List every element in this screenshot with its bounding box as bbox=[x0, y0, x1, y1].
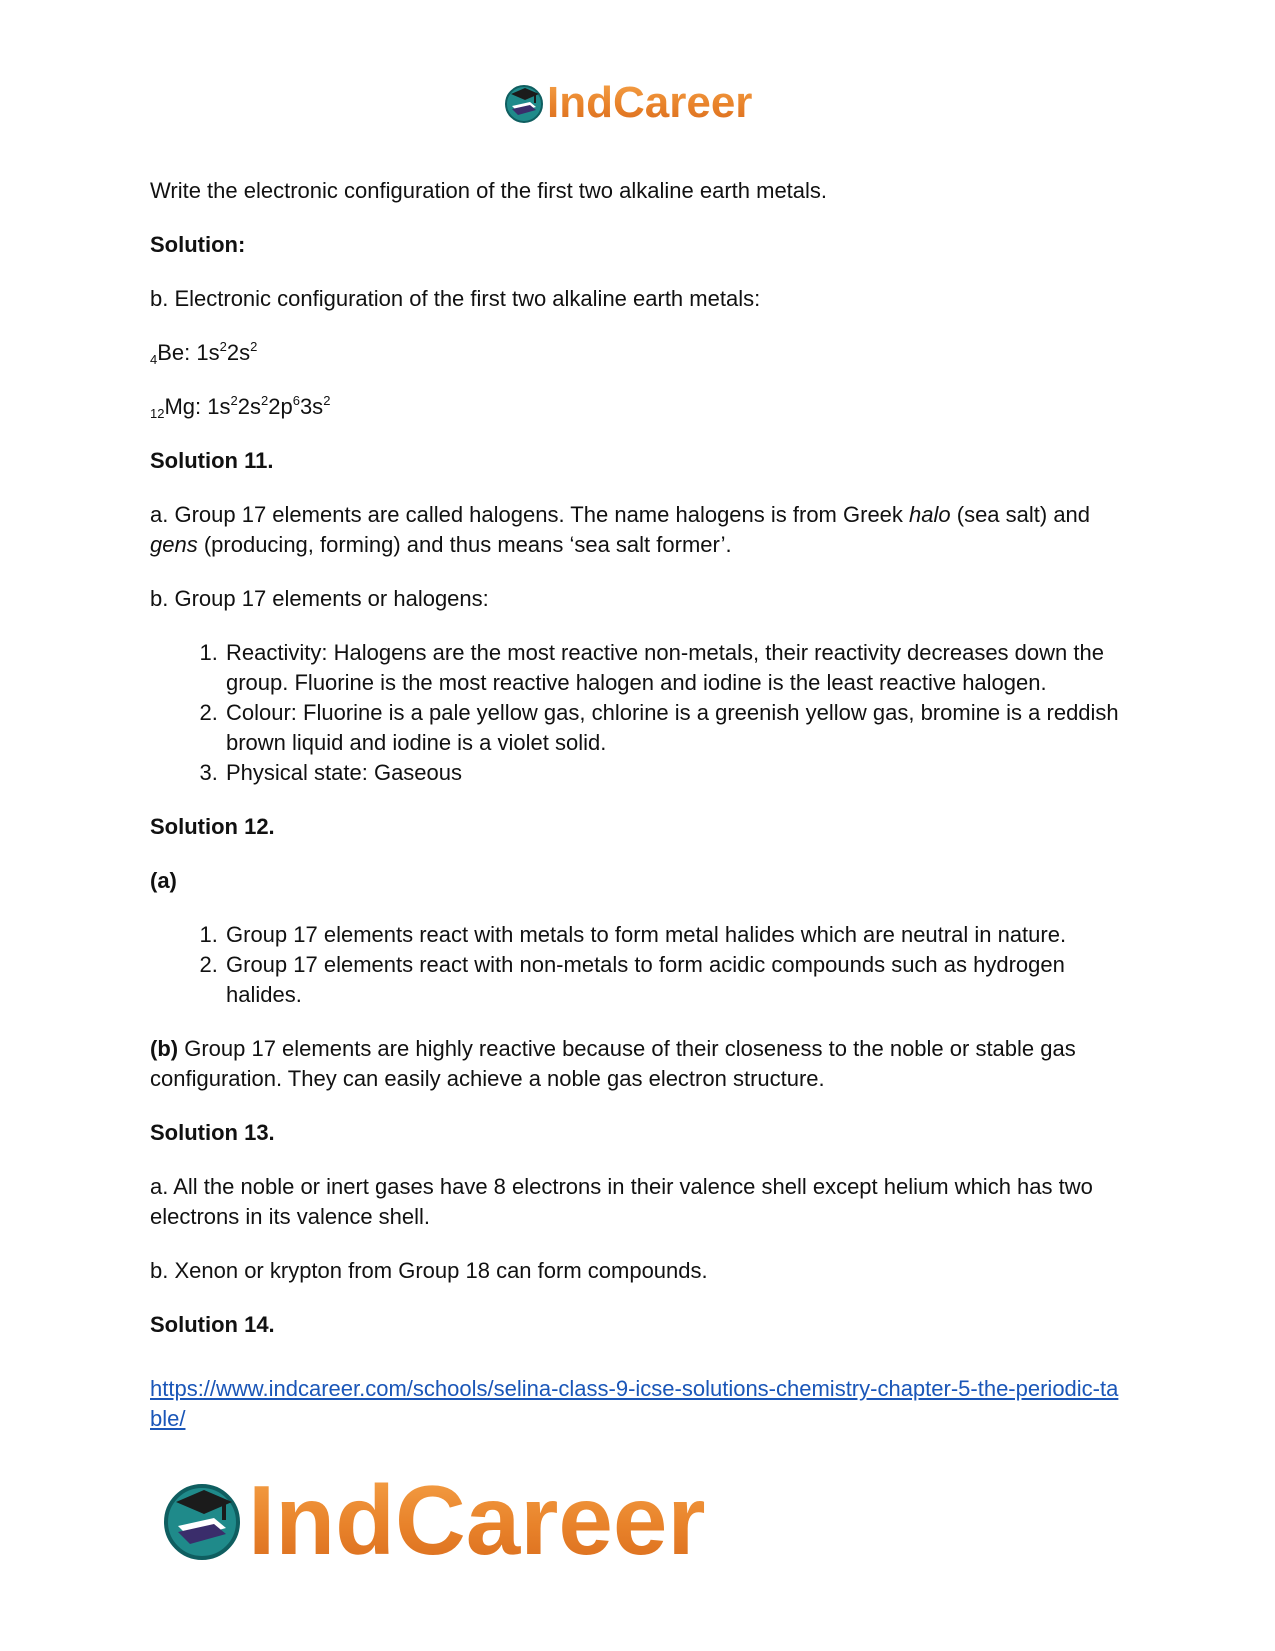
sol11-a-post: (producing, forming) and thus means ‘sea salt former’. bbox=[197, 532, 732, 557]
be-symbol: Be: 1s bbox=[157, 340, 220, 365]
solution-13-a: a. All the noble or inert gases have 8 electrons in their valence shell except helium which has two electrons in its valence shell. bbox=[150, 1174, 1093, 1229]
solution-11-a bbox=[150, 500, 1130, 560]
mg-orbital-2s: 2s bbox=[237, 394, 261, 419]
source-link[interactable]: https://www.indcareer.com/schools/selina-class-9-icse-solutions-chemistry-chapter-5-the-periodic-table/ bbox=[150, 1376, 1119, 1431]
solution-13-heading: Solution 13. bbox=[150, 1120, 275, 1145]
solution-13-b: b. Xenon or krypton from Group 18 can form compounds. bbox=[150, 1258, 708, 1283]
solution-11-b: b. Group 17 elements or halogens: bbox=[150, 586, 489, 611]
sol12-b-label: (b) bbox=[150, 1036, 179, 1061]
source-link-wrapper bbox=[150, 1374, 1130, 1434]
list-item: 3. Physical state: Gaseous bbox=[224, 758, 1130, 788]
sol11-a-mid: (sea salt) and bbox=[950, 502, 1091, 527]
solution-14-heading: Solution 14. bbox=[150, 1312, 275, 1337]
group17-reactions-list bbox=[150, 920, 1130, 1010]
mg-exp-4: 2 bbox=[323, 393, 331, 408]
document-body bbox=[150, 176, 1130, 1458]
list-item: 2. Group 17 elements react with non-metals to form acidic compounds such as hydrogen halides. bbox=[224, 950, 1130, 1010]
answer-b-text: b. Electronic configuration of the first two alkaline earth metals: bbox=[150, 286, 761, 311]
mg-exp-3: 6 bbox=[292, 393, 300, 408]
mg-atomic-number: 12 bbox=[150, 406, 165, 421]
solution-12-heading: Solution 12. bbox=[150, 814, 275, 839]
mg-orbital-3s: 3s bbox=[299, 394, 324, 419]
be-exp-2: 2 bbox=[250, 339, 258, 354]
brand-name: IndCareer bbox=[248, 1464, 706, 1575]
question-text: Write the electronic configuration of the first two alkaline earth metals. bbox=[150, 178, 828, 203]
mg-symbol: Mg: 1s bbox=[164, 394, 231, 419]
mg-configuration bbox=[150, 392, 1130, 422]
mg-exp-2: 2 bbox=[260, 393, 269, 408]
solution-12-a-label: (a) bbox=[150, 868, 177, 893]
mg-exp-1: 2 bbox=[230, 393, 238, 408]
solution-11-heading: Solution 11. bbox=[150, 448, 274, 473]
graduation-cap-book-globe-icon bbox=[160, 1478, 244, 1562]
list-item: 2. Colour: Fluorine is a pale yellow gas, chlorine is a greenish yellow gas, bromine is a reddish brown liquid and iodine is a violet solid. bbox=[224, 698, 1130, 758]
list-item: 1. Reactivity: Halogens are the most reactive non-metals, their reactivity decreases down the group. Fluorine is the most reactive halogen and iodine is the least reactive halogen. bbox=[224, 638, 1130, 698]
solution-heading: Solution: bbox=[150, 232, 246, 257]
solution-12-b bbox=[150, 1034, 1130, 1094]
graduation-cap-book-globe-icon bbox=[503, 82, 545, 124]
header-logo bbox=[503, 80, 752, 126]
mg-orbital-2p: 2p bbox=[268, 394, 293, 419]
sol11-a-halo: halo bbox=[909, 502, 951, 527]
be-exp-1: 2 bbox=[219, 339, 227, 354]
be-orbital-2s: 2s bbox=[226, 340, 251, 365]
list-item: 1. Group 17 elements react with metals to form metal halides which are neutral in nature. bbox=[224, 920, 1130, 950]
sol12-b-text: Group 17 elements are highly reactive because of their closeness to the noble or stable gas configuration. They can easily achieve a noble gas electron structure. bbox=[150, 1036, 1076, 1091]
sol11-a-pre: a. Group 17 elements are called halogens. The name halogens is from Greek bbox=[150, 502, 910, 527]
halogen-properties-list bbox=[150, 638, 1130, 788]
be-atomic-number: 4 bbox=[150, 352, 158, 367]
brand-name: IndCareer bbox=[547, 78, 753, 127]
sol11-a-gens: gens bbox=[150, 532, 198, 557]
footer-logo bbox=[160, 1464, 706, 1575]
be-configuration bbox=[150, 338, 1130, 368]
